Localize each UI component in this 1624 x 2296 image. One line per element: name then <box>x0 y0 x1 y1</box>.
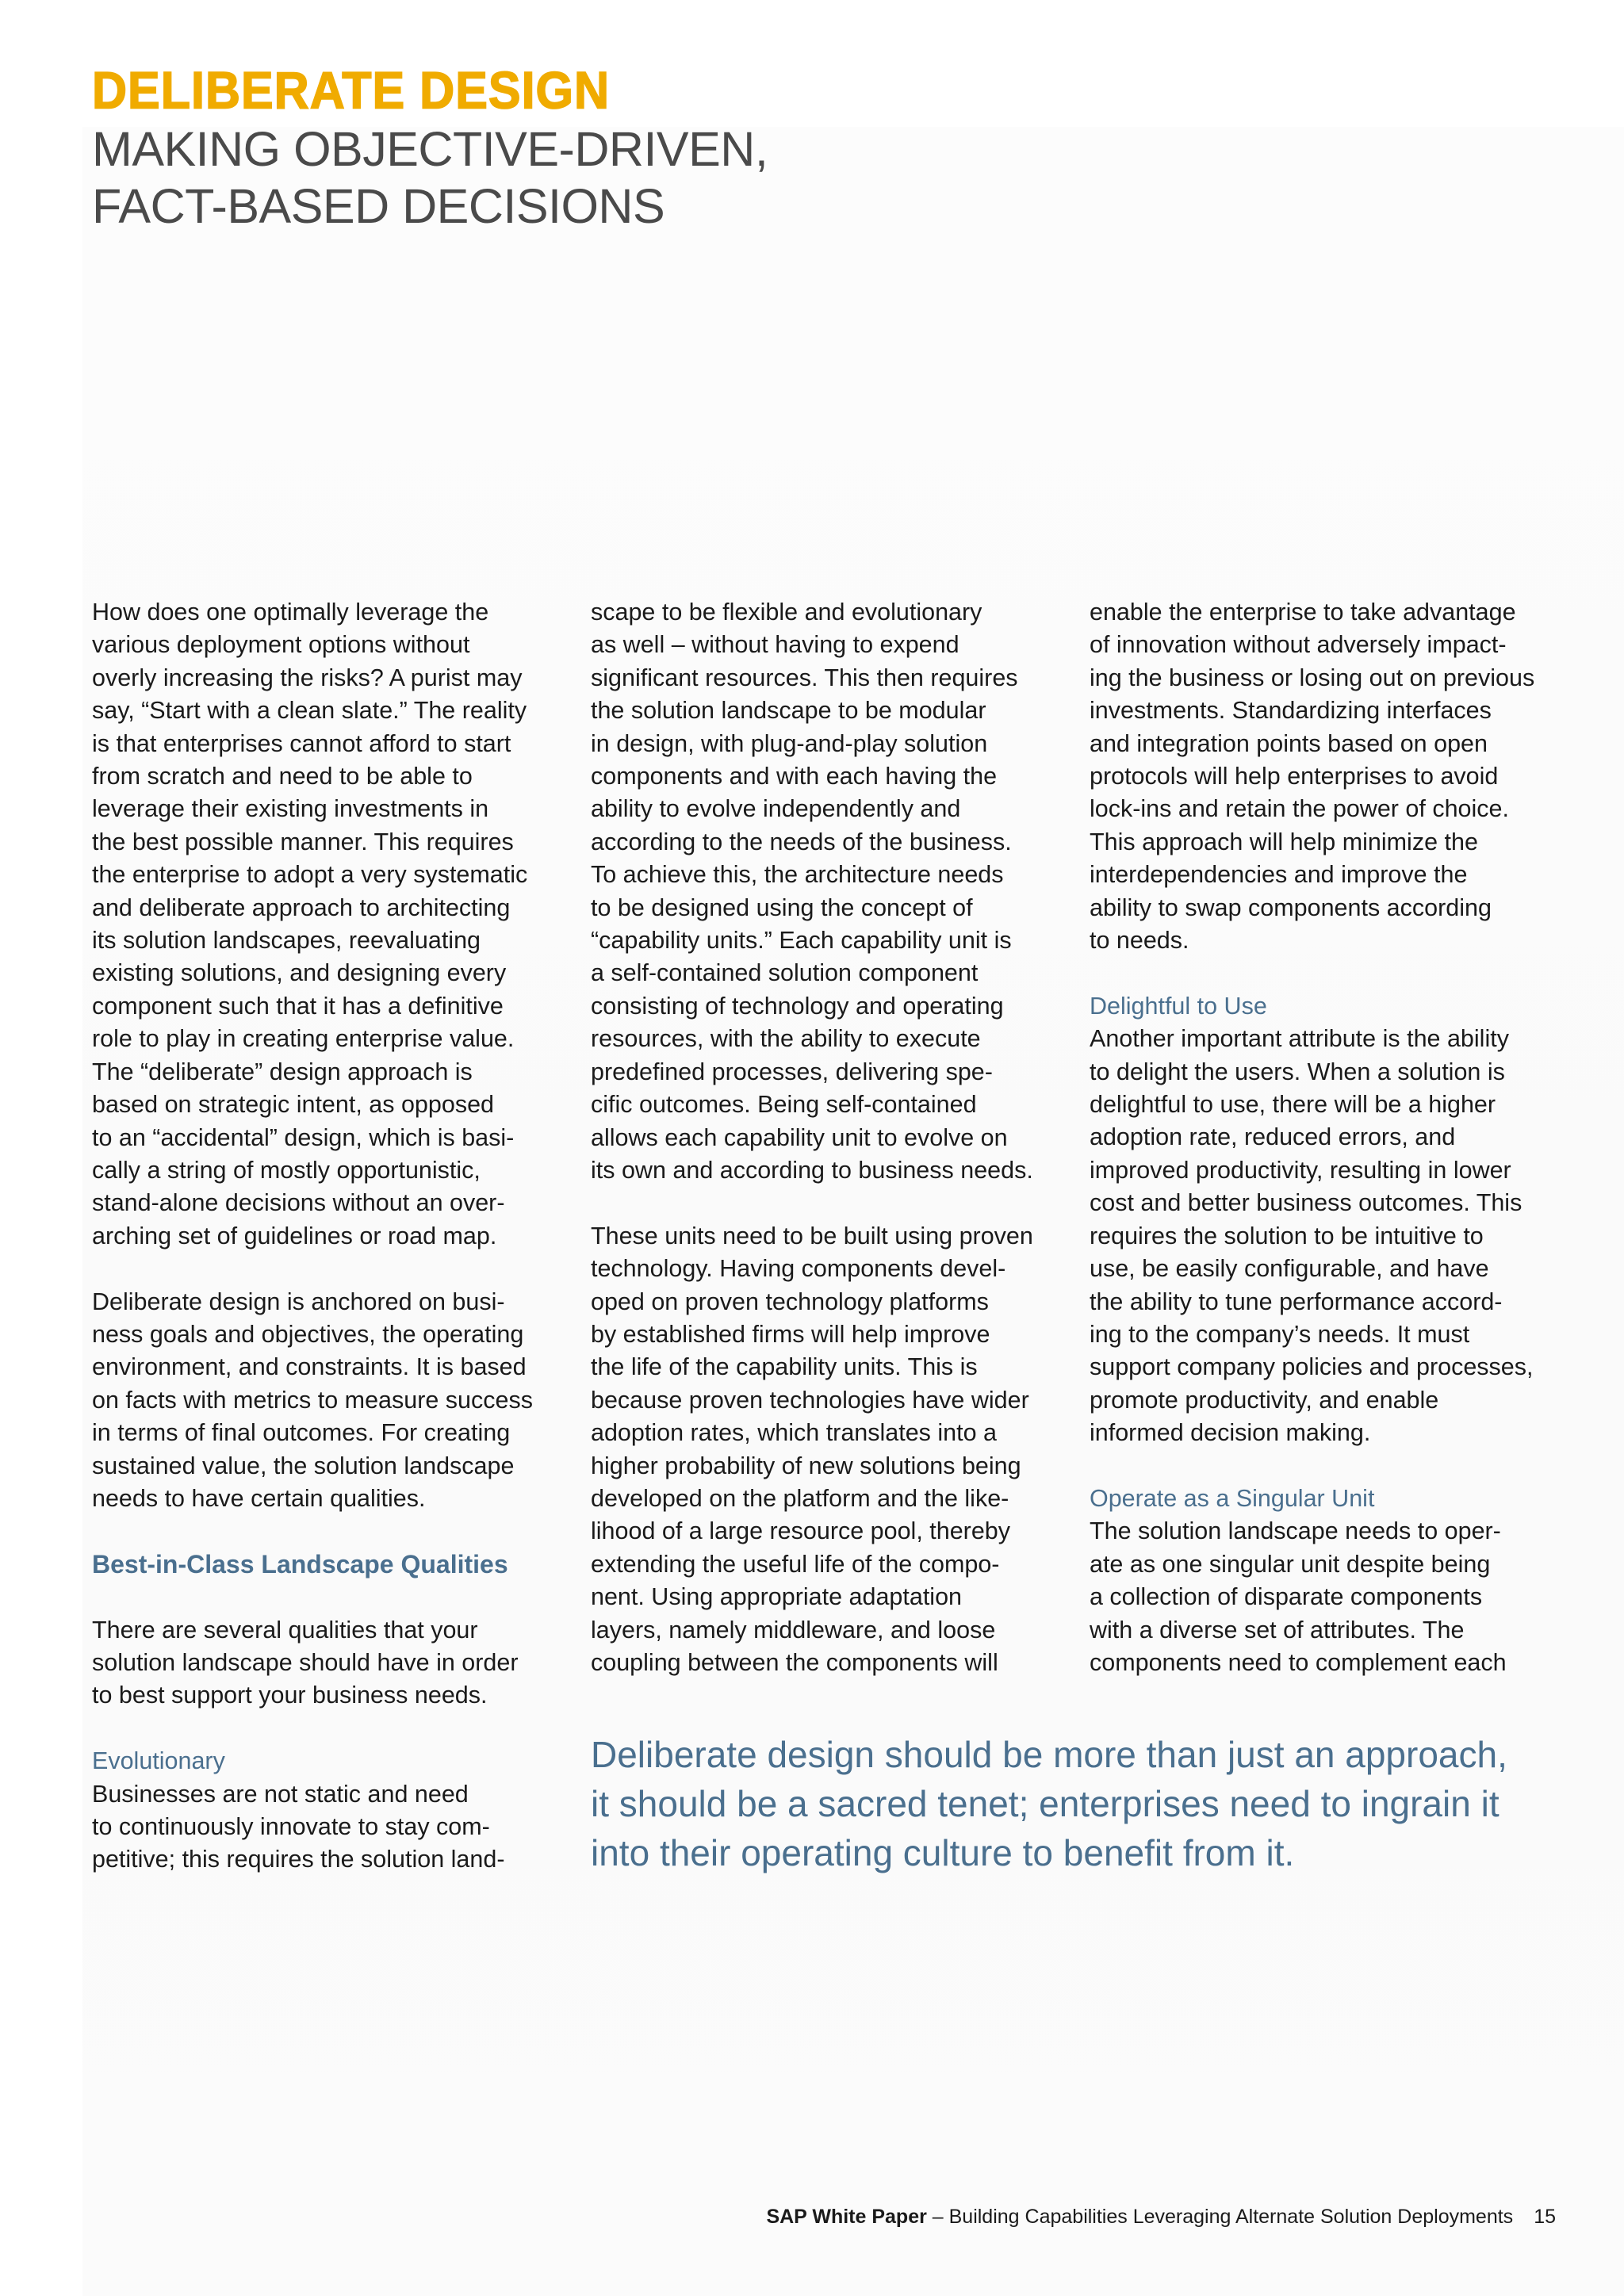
paragraph: How does one optimally leverage the various deployment options without overly increasing the risks? A purist may say, “Start with a clean slate.” The reality is that enterprises cannot afford to start from scratch and need to be able to leverage their existing investments in the best possible manner. This requires the enterprise to adopt a very systematic and deliberate approach to architecting its solution landscapes, reevaluating existing solutions, and designing every component such that it has a definitive role to play in creating enterprise value. The “deliberate” design approach is based on strategic intent, as opposed to an “accidental” design, which is basi- cally a string of mostly opportunistic, stand-alone decisions without an over- arching set of guidelines or road map. <box>92 599 528 1249</box>
text-column-1 <box>92 596 560 1877</box>
text-column-2 <box>591 596 1059 1679</box>
page-subtitle: MAKING OBJECTIVE-DRIVEN, FACT-BASED DECISIONS <box>92 122 768 233</box>
subsection-heading-evolutionary: Evolutionary <box>92 1747 225 1775</box>
paragraph: The solution landscape needs to oper- ate as one singular unit despite being a collection of disparate components with a diverse set of attributes. The components need to complement each <box>1090 1517 1507 1676</box>
paragraph: There are several qualities that your solution landscape should have in order to best support your business needs. <box>92 1616 519 1709</box>
footer-brand: SAP White Paper <box>766 2206 927 2228</box>
subsection-heading-delightful: Delightful to Use <box>1090 992 1267 1020</box>
page-title: DELIBERATE DESIGN <box>92 60 611 120</box>
footer-title: Building Capabilities Leveraging Alternate Solution Deployments <box>948 2206 1514 2228</box>
pull-quote: Deliberate design should be more than just an approach, it should be a sacred tenet; enterprises need to ingrain it into their operating culture to benefit from it. <box>591 1734 1507 1873</box>
footer-separator: – <box>926 2206 949 2228</box>
section-heading: Best-in-Class Landscape Qualities <box>92 1549 508 1578</box>
text-column-3 <box>1090 596 1565 1679</box>
page-footer <box>766 2206 1556 2229</box>
paragraph: Deliberate design is anchored on busi- ness goals and objectives, the operating environment, and constraints. It is based on facts with metrics to measure success in terms of final outcomes. For creating sustained value, the solution landscape needs to have certain qualities. <box>92 1288 533 1512</box>
page-number: 15 <box>1534 2206 1556 2228</box>
paragraph: enable the enterprise to take advantage of innovation without adversely impact- ing the business or losing out on previous investments. Standardizing interfaces and integration points based on open protocols will help enterprises to avoid lock-ins and retain the power of choice. This approach will help minimize the interdependencies and improve the ability to swap components according to needs. <box>1090 599 1535 955</box>
paragraph: scape to be flexible and evolutionary as well – without having to expend significant resources. This then requires the solution landscape to be modular in design, with plug-and-play solution components and with each having the ability to evolve independently and according to the needs of the business. To achieve this, the architecture needs to be designed using the concept of “capability units.” Each capability unit is a self-contained solution component consisting of technology and operating resources, with the ability to execute predefined processes, delivering spe- cific outcomes. Being self-contained allows each capability unit to evolve on its own and according to business needs. <box>591 599 1033 1184</box>
paragraph: Businesses are not static and need to continuously innovate to stay com- petitive; this requires the solution land- <box>92 1780 505 1873</box>
page-header <box>92 62 1044 235</box>
subsection-heading-singular-unit: Operate as a Singular Unit <box>1090 1484 1375 1512</box>
paragraph: These units need to be built using proven technology. Having components devel- oped on proven technology platforms by established firms will help improve the life of the capability units. This is because proven technologies have wider adoption rates, which translates into a higher probability of new solutions being developed on the platform and the like- lihood of a large resource pool, thereby extending the useful life of the compo- nent. Using appropriate adaptation layers, namely middleware, and loose coupling between the components will <box>591 1222 1033 1676</box>
paragraph: Another important attribute is the ability to delight the users. When a solution is delightful to use, there will be a higher adoption rate, reduced errors, and improved productivity, resulting in lower cost and better business outcomes. This requires the solution to be intuitive to use, be easily configurable, and have the ability to tune performance accord- ing to the company’s needs. It must support company policies and processes, promote productivity, and enable informed decision making. <box>1090 1025 1534 1447</box>
